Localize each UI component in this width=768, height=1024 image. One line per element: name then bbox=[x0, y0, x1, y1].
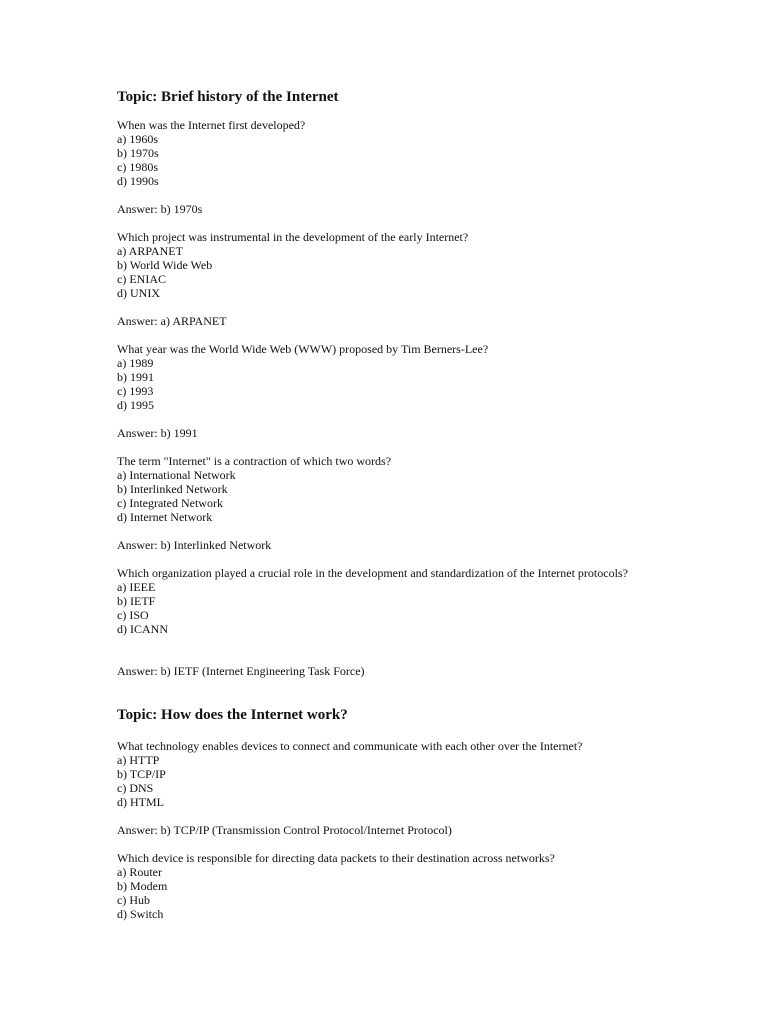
topic-heading: Topic: Brief history of the Internet bbox=[117, 89, 339, 105]
question-text: What technology enables devices to connect and communicate with each other over the Internet? bbox=[117, 739, 583, 753]
option: d) UNIX bbox=[117, 286, 160, 300]
question-block bbox=[117, 566, 637, 636]
option: b) 1991 bbox=[117, 370, 154, 384]
option: b) Interlinked Network bbox=[117, 482, 228, 496]
option: b) IETF bbox=[117, 594, 156, 608]
option: b) Modem bbox=[117, 879, 168, 893]
question-block bbox=[117, 230, 637, 300]
question-text: The term "Internet" is a contraction of which two words? bbox=[117, 454, 392, 468]
option: c) Hub bbox=[117, 893, 150, 907]
answer-text: Answer: b) Interlinked Network bbox=[117, 538, 272, 552]
option: a) HTTP bbox=[117, 753, 160, 767]
answer-text: Answer: a) ARPANET bbox=[117, 314, 227, 328]
option: c) Integrated Network bbox=[117, 496, 223, 510]
question-text: Which project was instrumental in the development of the early Internet? bbox=[117, 230, 469, 244]
option: c) DNS bbox=[117, 781, 154, 795]
answer-text: Answer: b) 1991 bbox=[117, 426, 198, 440]
question-text: When was the Internet first developed? bbox=[117, 118, 306, 132]
question-text: Which device is responsible for directing data packets to their destination across networks? bbox=[117, 851, 555, 865]
option: d) HTML bbox=[117, 795, 164, 809]
option: a) 1960s bbox=[117, 132, 158, 146]
option: d) Internet Network bbox=[117, 510, 213, 524]
question-block bbox=[117, 118, 637, 188]
option: b) TCP/IP bbox=[117, 767, 166, 781]
option: b) 1970s bbox=[117, 146, 159, 160]
option: a) International Network bbox=[117, 468, 236, 482]
option: b) World Wide Web bbox=[117, 258, 213, 272]
option: c) 1980s bbox=[117, 160, 158, 174]
option: d) ICANN bbox=[117, 622, 168, 636]
question-text: Which organization played a crucial role in the development and standardization of the Internet protocols? bbox=[117, 566, 628, 580]
topic-heading: Topic: How does the Internet work? bbox=[117, 707, 348, 723]
option: a) Router bbox=[117, 865, 162, 879]
answer-text: Answer: b) 1970s bbox=[117, 202, 203, 216]
answer-text: Answer: b) TCP/IP (Transmission Control Protocol/Internet Protocol) bbox=[117, 823, 452, 837]
question-block bbox=[117, 851, 637, 921]
option: c) 1993 bbox=[117, 384, 154, 398]
question-block bbox=[117, 739, 637, 809]
option: d) Switch bbox=[117, 907, 164, 921]
option: d) 1995 bbox=[117, 398, 154, 412]
question-block bbox=[117, 454, 637, 524]
option: a) IEEE bbox=[117, 580, 156, 594]
option: d) 1990s bbox=[117, 174, 159, 188]
option: c) ENIAC bbox=[117, 272, 166, 286]
question-block bbox=[117, 342, 637, 412]
option: c) ISO bbox=[117, 608, 149, 622]
answer-text: Answer: b) IETF (Internet Engineering Task Force) bbox=[117, 664, 365, 678]
option: a) ARPANET bbox=[117, 244, 183, 258]
question-text: What year was the World Wide Web (WWW) proposed by Tim Berners-Lee? bbox=[117, 342, 489, 356]
option: a) 1989 bbox=[117, 356, 154, 370]
